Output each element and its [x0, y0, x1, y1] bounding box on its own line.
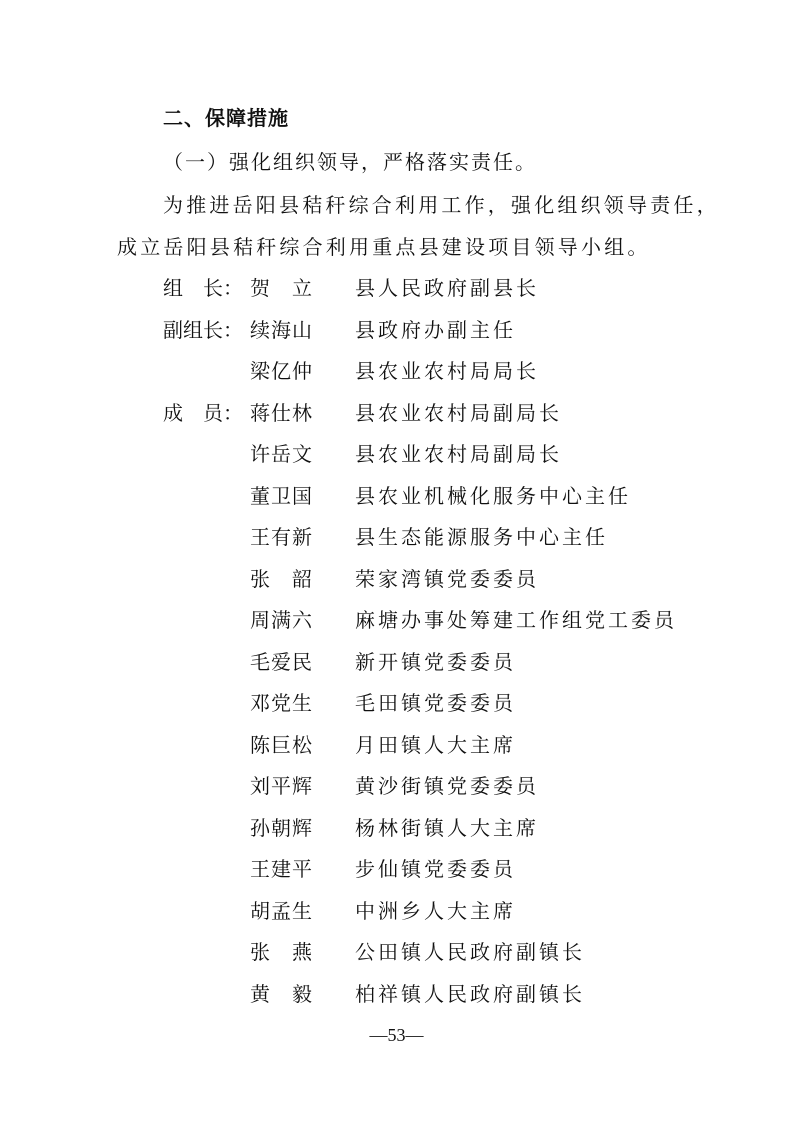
roster-name: 邓党生: [250, 691, 312, 715]
roster-name: 刘平辉: [250, 774, 312, 798]
roster-title: 县政府办副主任: [355, 317, 516, 342]
roster-title: 县农业机械化服务中心主任: [355, 483, 631, 508]
roster-row: [0, 646, 793, 688]
roster-row: [0, 853, 793, 895]
subsection-heading: （一）强化组织领导，严格落实责任。: [163, 150, 537, 174]
roster-row: [0, 521, 793, 563]
roster-title: 县农业农村局副局长: [355, 442, 562, 466]
roster-title: 中洲乡人大主席: [355, 898, 516, 923]
roster-row: [0, 604, 793, 646]
roster-row: [0, 480, 793, 522]
roster-role: 成 员：: [163, 400, 243, 425]
roster-title: 县农业农村局局长: [355, 359, 539, 383]
roster-name: 张 燕: [250, 940, 312, 964]
roster-name: 周满六: [250, 608, 312, 632]
roster-name: 贺 立: [250, 276, 312, 300]
roster-name: 梁亿仲: [250, 359, 312, 383]
roster-title: 毛田镇党委委员: [355, 691, 516, 715]
roster-name: 陈巨松: [250, 732, 312, 757]
roster-row: [0, 978, 793, 1020]
roster-row: [0, 397, 793, 439]
roster-title: 步仙镇党委委员: [355, 857, 516, 881]
roster-title: 月田镇人大主席: [355, 732, 516, 757]
leadership-roster: [0, 272, 793, 1019]
roster-name: 续海山: [250, 317, 312, 342]
roster-title: 新开镇党委委员: [355, 649, 516, 674]
roster-title: 麻塘办事处筹建工作组党工委员: [355, 608, 677, 632]
roster-row: [0, 729, 793, 771]
roster-role: 组 长：: [163, 276, 243, 300]
roster-name: 王建平: [250, 857, 312, 881]
roster-row: [0, 438, 793, 480]
roster-row: [0, 563, 793, 605]
roster-role: 副组长：: [163, 317, 243, 342]
roster-title: 县生态能源服务中心主任: [355, 525, 608, 549]
roster-title: 县人民政府副县长: [355, 276, 539, 300]
roster-title: 黄沙街镇党委委员: [355, 774, 539, 798]
roster-row: [0, 272, 793, 314]
page-number: —53—: [369, 1025, 424, 1045]
roster-name: 毛爱民: [250, 649, 312, 674]
roster-title: 杨林街镇人大主席: [355, 815, 539, 840]
roster-name: 王有新: [250, 525, 312, 549]
roster-name: 胡孟生: [250, 898, 312, 923]
roster-row: [0, 895, 793, 937]
roster-row: [0, 687, 793, 729]
roster-title: 县农业农村局副局长: [355, 400, 562, 425]
paragraph-line-1: 为推进岳阳县秸秆综合利用工作，强化组织领导责任，: [163, 193, 720, 217]
roster-name: 许岳文: [250, 442, 312, 466]
section-heading: 二、保障措施: [163, 106, 289, 130]
roster-row: [0, 812, 793, 854]
roster-row: [0, 936, 793, 978]
roster-name: 黄 毅: [250, 981, 312, 1006]
roster-title: 荣家湾镇党委委员: [355, 566, 539, 591]
roster-row: [0, 314, 793, 356]
roster-row: [0, 355, 793, 397]
roster-name: 孙朝辉: [250, 815, 312, 840]
roster-title: 公田镇人民政府副镇长: [355, 940, 585, 964]
roster-name: 张 韶: [250, 566, 312, 591]
roster-name: 董卫国: [250, 483, 312, 508]
roster-title: 柏祥镇人民政府副镇长: [355, 981, 585, 1006]
paragraph-line-2: 成立岳阳县秸秆综合利用重点县建设项目领导小组。: [117, 235, 651, 259]
roster-row: [0, 770, 793, 812]
roster-name: 蒋仕林: [250, 400, 312, 425]
